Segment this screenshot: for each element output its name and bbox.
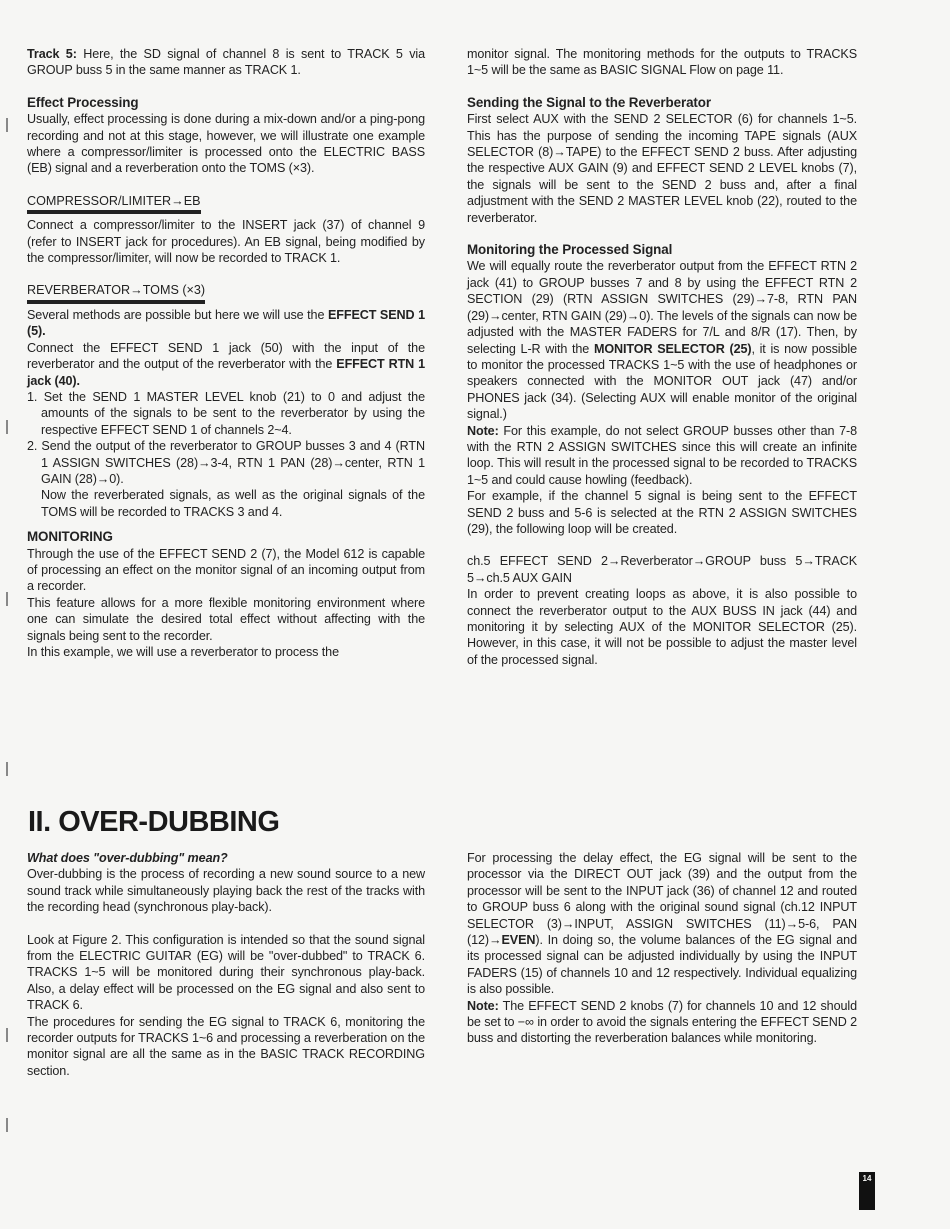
procedures-text: The procedures for sending the EG signal to TRACK 6, monitoring the recorder outputs for TRACKS 1~6 and processing a reverberation on the monitor signal are all the same as in the BASIC TRACK RECORDING section. [27, 1014, 425, 1078]
overdubbing-question: What does "over-dubbing" mean? [27, 851, 228, 865]
processed-text: We will equally route the reverberator output from the EFFECT RTN 2 jack (41) to GROUP busses 7 and 8 by using the EFFECT RTN 2 SECTION (29) (RTN ASSIGN SWITCHES (29)→7-8, RTN PAN (29)→center, RTN GAIN (29)→0). The levels of the signals can now be adjusted with the MASTER FADERS for 7/L and 8/R (17). Then, by selecting L-R with the MONITOR SELECTOR (25), it is now possible to monitor the processed TRACKS 1~5 with the use of headphones or speakers connected with the MONITOR OUT jack (47) and/or PHONES jack (34). (Selecting AUX will enable monitor of the original signal.) [467, 259, 858, 422]
sending-text: First select AUX with the SEND 2 SELECTOR (6) for channels 1~5. This has the purpose of sending the incoming TAPE signals (AUX SELECTOR (8)→TAPE) to the EFFECT SEND 2 buss. After adjusting the respective AUX GAIN (9) and EFFECT SEND 2 LEVEL knobs (7), the signals will be sent to the SEND 2 buss and, after a final adjustment with the SEND 2 MASTER LEVEL knob (22), routed to the reverberator. [467, 112, 857, 225]
track5-text: Here, the SD signal of channel 8 is sent to TRACK 5 via GROUP buss 5 in the same manner as TRACK 1. [27, 47, 425, 78]
example-text: For example, if the channel 5 signal is being sent to the EFFECT SEND 2 buss and 5-6 is selected at the RTN 2 ASSIGN SWITCHES (29), the following loop will be created. [467, 489, 857, 536]
left-bottom-column [27, 850, 425, 1079]
track5-paragraph [27, 46, 425, 79]
prevent-text: In order to prevent creating loops as above, it is also possible to connect the reverberator output to the AUX BUSS IN jack (44) and monitoring it by selecting AUX of the MONITOR SELECTOR (25). However, in this case, it will not be possible to adjust the master level of the processed signal. [467, 587, 857, 667]
bottom-note-paragraph: Note: The EFFECT SEND 2 knobs (7) for channels 10 and 12 should be set to −∞ in order to avoid the signals entering the EFFECT SEND 2 buss and distorting the reverberation balances while monitoring. [467, 998, 858, 1046]
scan-mark [6, 1028, 8, 1042]
section-title: II. OVER-DUBBING [28, 806, 280, 838]
step-1: 1. Set the SEND 1 MASTER LEVEL knob (21) to 0 and adjust the amounts of the signals to be sent to the reverberator by using the respective EFFECT SEND 1 of channels 2~4. [27, 389, 425, 437]
monitoring-heading: MONITORING [27, 529, 113, 545]
right-top-column [467, 46, 857, 668]
reverberator-heading: REVERBERATOR→TOMS (×3) [27, 282, 205, 303]
compressor-heading: COMPRESSOR/LIMITER→EB [27, 193, 201, 214]
scan-mark [6, 592, 8, 606]
overdubbing-answer: Over-dubbing is the process of recording a new sound source to a new sound track while simultaneously playing back the rest of the tracks with the recording head (synchronous play-back). [27, 867, 425, 915]
sending-heading: Sending the Signal to the Reverberator [467, 94, 711, 110]
scan-mark [6, 1118, 8, 1132]
reverberator-text-1: Several methods are possible but here we will use the EFFECT SEND 1 (5). [27, 307, 426, 339]
processed-heading: Monitoring the Processed Signal [467, 242, 673, 258]
note-paragraph: Note: For this example, do not select GROUP busses other than 7-8 with the RTN 2 ASSIGN SWITCHES since this will create an infinite loop. This will result in the processed signal to be recorded to TRACKS 1~5 and could cause howling (feedback). [467, 423, 857, 487]
figure-text: Look at Figure 2. This configuration is intended so that the sound signal from the ELECTRIC GUITAR (EG) will be "over-dubbed" to TRACK 6. TRACKS 1~5 will be monitored during their synchronous play-back. Also, a delay effect will be processed on the EG signal and also sent to TRACK 6. [27, 932, 425, 1013]
note-label: Note: [467, 423, 499, 438]
left-top-column [27, 46, 425, 660]
compressor-text: Connect a compressor/limiter to the INSERT jack (37) of channel 9 (refer to INSERT jack for procedures). An EB signal, being modified by the compressor/limiter, will now be recorded to TRACK 1. [27, 218, 425, 266]
bottom-note-label: Note: [467, 998, 499, 1013]
step-2: 2. Send the output of the reverberator to GROUP busses 3 and 4 (RTN 1 ASSIGN SWITCHES (28)→3-4, RTN 1 PAN (28)→center, RTN 1 GAIN (28)→0). [27, 439, 425, 486]
reverberator-text-2: Connect the EFFECT SEND 1 jack (50) with the input of the reverberator and the output of the reverberator with the EFFECT RTN 1 jack (40). [27, 340, 425, 388]
delay-text: For processing the delay effect, the EG signal will be sent to the processor via the DIRECT OUT jack (39) and the output from the processor will be sent to the INPUT jack (36) of channel 12 and routed to GROUP buss 6 along with the original sound signal (ch.12 INPUT SELECTOR (3)→INPUT, ASSIGN SWITCHES (11)→5-6, PAN (12)→EVEN). In doing so, the volume balances of the EG signal and its processed signal can be adjusted individually by using the INPUT FADERS (15) of channels 10 and 12 respectively. Individual equalizing is also possible. [467, 851, 857, 997]
continued-text: monitor signal. The monitoring methods for the outputs to TRACKS 1~5 will be the same as BASIC SIGNAL Flow on page 11. [467, 47, 857, 78]
monitoring-text-1: Through the use of the EFFECT SEND 2 (7), the Model 612 is capable of processing an effect on the monitor signal of an incoming output from a recorder. [27, 546, 425, 594]
effect-processing-text: Usually, effect processing is done during a mix-down and/or a ping-pong recording and not at this stage, however, we will illustrate one example where a compressor/limiter is processed onto the ELECTRIC BASS (EB) signal and a reverberation onto the TOMS (×3). [27, 112, 425, 176]
effect-processing-heading: Effect Processing [27, 94, 139, 110]
step-2-note: Now the reverberated signals, as well as the original signals of the TOMS will be recorded to TRACKS 3 and 4. [41, 488, 425, 519]
monitoring-text-2: This feature allows for a more flexible monitoring environment where one can simulate the desired total effect without affecting with the signals being sent to the recorder. [27, 595, 425, 643]
page-number: 14 [859, 1172, 875, 1210]
monitoring-text-3: In this example, we will use a reverberator to process the [27, 645, 339, 659]
scan-mark [6, 118, 8, 132]
track5-label: Track 5: [27, 47, 77, 61]
right-bottom-column [467, 850, 857, 1047]
loop-text: ch.5 EFFECT SEND 2→Reverberator→GROUP buss 5→TRACK 5→ch.5 AUX GAIN [467, 554, 857, 585]
scan-mark [6, 762, 8, 776]
scan-mark [6, 420, 8, 434]
